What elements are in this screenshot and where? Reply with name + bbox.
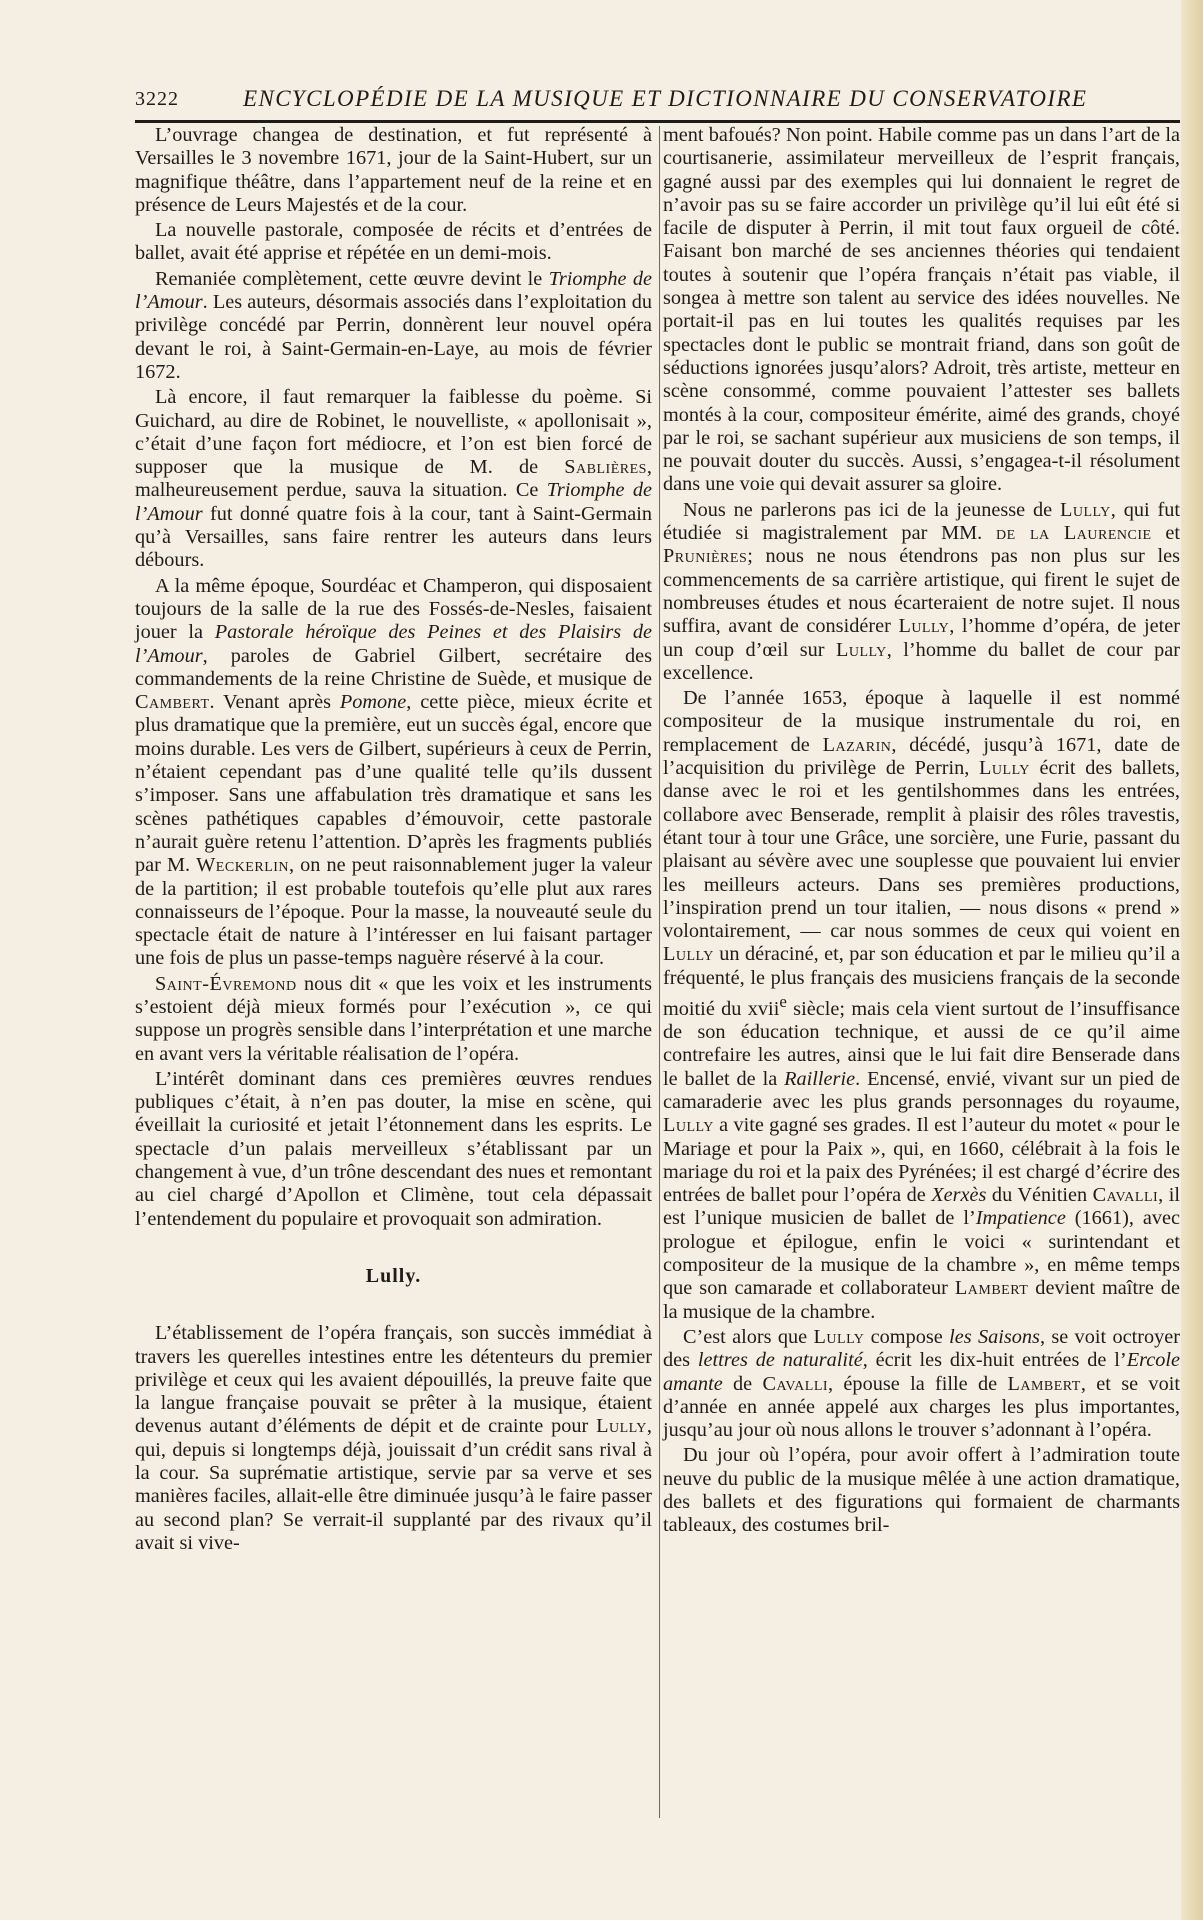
person-name: Lazarin [822,733,892,756]
running-header [135,86,1180,116]
work-title: les Saisons [949,1325,1040,1348]
text: écrit des ballets, danse avec le roi et les gentilshommes dans les entrées, collabore avec Benserade, remplit à plaisir des rôles travestis, étant tour à tour une Grâce, une sorcière, une Furie, passant du plaisant au sévère avec une souplesse que pouvaient lui envier les meilleurs acteurs. Dans ses premières productions, l’inspiration prend un tour italien, — nous disons « prend » volontairement, — car nous sommes de ceux qui voient en [663,757,1180,943]
text: , décédé, jusqu’à 1671, date de l’acquisition du privilège de Perrin, [663,733,1180,780]
text: nous dit « que les voix et les instruments s’estoient déjà mieux formés pour l’exécution », ce qui suppose un progrès sensible dans l’interprétation et une marche en avant vers la véritable réalisation de l’opéra. [135,972,652,1065]
text: , et se voit d’année en année appelé aux charges les plus importantes, jusqu’au jour où nous allons le trouver s’adonnant à l’opéra. [663,1372,1180,1442]
text: De l’année 1653, époque à laquelle il est nommé compositeur de la musique instrumentale du roi, en remplacement de [663,687,1180,756]
text: , qui fut étudiée si magistralement par MM. [663,498,1181,545]
text: (1661), avec prologue et épilogue, enfin le voici « surintendant et compositeur de la musique de la chambre », en même temps que son camarade et collaborateur [663,1207,1180,1300]
text: L’intérêt dominant dans ces premières œuvres rendues publiques c’était, à n’en pas douter, la mise en scène, qui éveillait la curiosité et jetait l’étonnement dans les esprits. Le spectacle d’un palais merveilleux s’établissant par un changement à vue, d’un trône descendant des nues et remontant au ciel chargé d’Apollon et Climène, tout cela dépassait l’entendement du populaire et provoquait son admiration. [135,1067,652,1230]
text: , écrit les dix-huit entrées de l’ [862,1349,1127,1372]
text: et [1151,522,1180,545]
person-name: Lambert [1007,1372,1081,1395]
text: Remaniée complètement, cette œuvre devint le [155,267,549,290]
person-name: Lully [663,1114,714,1137]
person-name: Lully [835,638,887,661]
work-title: Ercole amante [663,1349,1180,1395]
text: un déraciné, et, par son éducation et par le milieu qu’il a fréquenté, le plus français des musiciens français de la seconde moitié du xvii [663,943,1180,1020]
person-name: Lully [1059,498,1111,521]
text: , on ne peut raisonnablement juger la valeur de la partition; il est probable toutefois qu’elle plut aux rares connaisseurs de l’époque. Pour la masse, la nouveauté seule du spectacle était de nature à l’intéresser en lui faisant partager une fois de plus un passe-temps naguère réservé à la cour. [135,854,652,970]
text: ; nous ne nous étendrons pas non plus sur les commencements de sa carrière artistique, qui firent le sujet de nombreuses études et nous écarteraient de notre sujet. Il nous suffira, avant de considérer [663,545,1180,638]
text: La nouvelle pastorale, composée de récits et d’entrées de ballet, avait été apprise et répétée en un demi-mois. [135,219,652,265]
text: siècle; mais cela vient surtout de l’insuffisance de son éducation technique, et aussi de ce qu’il aime contrefaire les autres, ainsi que le lui fait dire Benserade dans le ballet de la [663,997,1180,1090]
paragraph [135,386,652,572]
person-name: Lully [898,615,950,638]
person-name: Lambert [954,1277,1029,1300]
paragraph [135,973,652,1066]
work-title: Triomphe de l’Amour [135,479,652,525]
work-title: lettres de naturalité [697,1349,863,1372]
work-title: Xerxès [931,1184,987,1207]
text: , l’homme d’opéra, de jeter un coup d’œil sur [663,615,1180,661]
text: , paroles de Gabriel Gilbert, secrétaire des commandements de la reine Christine de Suède, et musique de [135,644,652,690]
text: de [722,1372,763,1395]
paragraph [663,1444,1180,1537]
superscript: e [779,991,787,1011]
text: L’ouvrage changea de destination, et fut représenté à Versailles le 3 novembre 1671, jour de la Saint-Hubert, sur un magnifique théâtre, dans l’appartement neuf de la reine et en présence de Leurs Majestés et de la cour. [135,124,652,216]
person-name: Lully [663,943,714,966]
text: du Vénitien [986,1184,1093,1207]
paragraph [663,124,1180,497]
text: a vite gagné ses grades. Il est l’auteur du motet « pour le Mariage et pour la Paix », qui, en 1660, célébrait à la fois le mariage du roi et la paix des Pyrénées; il est chargé d’écrire des entrées de ballet pour l’opéra de [663,1114,1180,1207]
text: . Encensé, envié, vivant sur un pied de camaraderie avec les plus grands personnages du royaume, [663,1067,1181,1113]
running-title: ENCYCLOPÉDIE DE LA MUSIQUE ET DICTIONNAIRE DU CONSERVATOIRE [243,86,1088,111]
paragraph [663,1326,1180,1442]
text: Du jour où l’opéra, pour avoir offert à l’admiration toute neuve du public de la musique mêlée à une action dramatique, des ballets et des figurations qui formaient de charmants tableaux, des costumes bril- [663,1444,1180,1537]
person-name: Prunières [663,545,748,568]
paragraph [135,1322,652,1555]
text: L’établissement de l’opéra français, son succès immédiat à travers les querelles intestines entre les détenteurs du premier privilège et ceux qui les avaient dépouillés, la preuve faite que la langue française pouvait se prêter à la musique, étaient devenus autant d’éléments de dépit et de crainte pour [135,1322,652,1438]
person-name: Sablières [564,456,647,479]
person-name: Lully [596,1415,647,1438]
text: , épouse la fille de [828,1372,1008,1395]
person-name: Cavalli [1092,1184,1159,1207]
person-name: Cambert [135,691,210,714]
text: . Venant après [209,691,340,714]
work-title: Pomone [339,691,407,714]
text: , il est l’unique musicien de ballet de l’ [663,1184,1180,1230]
text: . Les auteurs, désormais associés dans l’exploitation du privilège concédé par Perrin, donnèrent leur nouvel opéra devant le roi, à Saint-Germain-en-Laye, au mois de février 1672. [135,291,652,383]
right-column [663,124,1180,1540]
page-edge [1181,0,1203,1920]
paragraph [135,124,652,217]
paragraph [135,219,652,266]
work-title: Impatience [975,1207,1066,1230]
text: ment bafoués? Non point. Habile comme pas un dans l’art de la courtisanerie, assimilateur merveilleux de l’esprit français, gagné aussi par des exemples qui lui donnaient le regret de n’avoir pas su se faire accorder un privilège qu’il lui eût été si facile de disputer à Perrin, il mit tout faux orgueil de côté. Faisant bon marché de ses anciennes théories qui tendaient toutes à soutenir que l’opéra français n’était pas viable, il songea à mettre son talent au service des idées nouvelles. Ne portait-il pas en lui toutes les qualités requises par les spectacles dont le public se montrait friand, dans son goût de séductions ignorées jusqu’alors? Adroit, très artiste, metteur en scène consommé, comme pouvaient l’attester ses ballets montés à la cour, compositeur émérite, aimé des grands, choyé par le roi, se sachant supérieur aux musiciens de son temps, il ne pouvait douter du succès. Aussi, s’engagea-t-il résolument dans une voie qui devait assurer sa gloire. [663,124,1180,496]
text: , qui, depuis si longtemps déjà, jouissait d’un crédit sans rival à la cour. Sa suprématie artistique, servie par sa verve et ses manières faciles, allait-elle être diminuée jusqu’à le faire passer au second plan? Se verrait-il supplanté par des rivaux qu’il avait si vive- [135,1415,652,1554]
person-name: Lully [979,757,1030,780]
text: , se voit octroyer des [663,1325,1181,1372]
person-name: Saint-Évremond [155,972,297,995]
text: devient maître de la musique de la chambre. [663,1277,1180,1323]
text: fut donné quatre fois à la cour, tant à Saint-Germain qu’à Versailles, sans faire rentrer les auteurs dans leurs débours. [135,502,652,572]
work-title: Pastorale héroïque des Peines et des Plaisirs de l’Amour [135,621,652,667]
text: C’est alors que [683,1325,814,1348]
paragraph [135,268,652,384]
text: , l’homme du ballet de cour par excellence. [663,638,1180,684]
header-rule [135,120,1180,123]
page-number: 3222 [135,88,179,110]
person-name: Lully [813,1325,865,1348]
person-name: Weckerlin [196,854,290,877]
work-title: Triomphe de l’Amour [135,267,652,314]
text: Là encore, il faut remarquer la faiblesse du poème. Si Guichard, au dire de Robinet, le nouvelliste, « apollonisait », c’était d’une façon fort médiocre, et l’on est bien forcé de supposer que la musique de M. de [135,386,652,479]
paragraph [663,687,1180,1324]
paragraph [663,499,1180,685]
text: compose [864,1325,950,1348]
work-title: Raillerie [784,1067,856,1090]
person-name: de la Laurencie [996,522,1152,545]
column-divider [659,126,660,1818]
section-heading: Lully. [365,1264,422,1287]
paragraph [135,575,652,971]
paragraph [135,1068,652,1231]
text: A la même époque, Sourdéac et Champeron, qui disposaient toujours de la salle de la rue des Fossés-de-Nesles, faisaient jouer la [135,574,652,644]
text: , cette pièce, mieux écrite et plus dramatique que la première, eut un succès égal, encore que moins durable. Les vers de Gilbert, supérieurs à ceux de Perrin, n’étaient cependant pas d’une qualité telle qu’ils dussent s’imposer. Sans une affabulation très dramatique et sans les scènes pathétiques capables d’émouvoir, cette pastorale n’aurait guère retenu l’attention. D’après les fragments publiés par M. [135,691,652,877]
left-column [135,124,652,1557]
person-name: Cavalli [762,1372,829,1395]
text: Nous ne parlerons pas ici de la jeunesse de [683,498,1060,521]
text: , malheureusement perdue, sauva la situation. Ce [135,456,652,502]
